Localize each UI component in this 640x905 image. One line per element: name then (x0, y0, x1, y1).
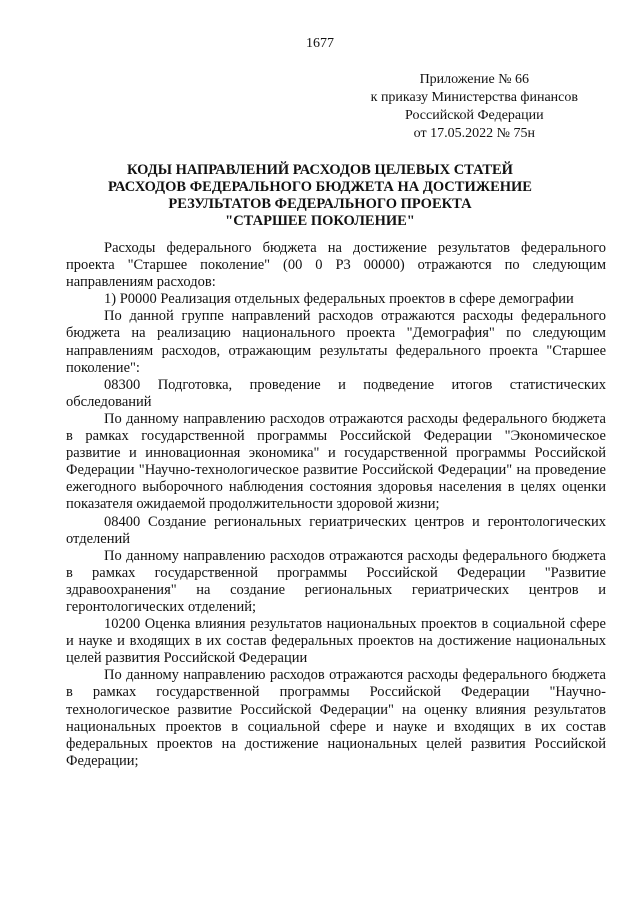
title-line: "СТАРШЕЕ ПОКОЛЕНИЕ" (225, 213, 415, 229)
document-title (70, 162, 570, 230)
appendix-line: от 17.05.2022 № 75н (413, 126, 535, 141)
body-paragraph: По данной группе направлений расходов отражаются расходы федерального бюджета на реализацию национального проекта "Демография" по следующим направлениям расходов, отражающим результаты федерального проекта "Старшее поколение": (66, 308, 606, 376)
intro-paragraph: Расходы федерального бюджета на достижение результатов федерального проекта "Старшее поколение" (00 0 Р3 00000) отражаются по следующим направлениям расходов: (66, 240, 606, 291)
appendix-line: Российской Федерации (405, 108, 544, 123)
title-line: РЕЗУЛЬТАТОВ ФЕДЕРАЛЬНОГО ПРОЕКТА (168, 196, 472, 212)
appendix-line: к приказу Министерства финансов (370, 90, 578, 105)
appendix-line: Приложение № 66 (419, 72, 530, 87)
title-line: КОДЫ НАПРАВЛЕНИЙ РАСХОДОВ ЦЕЛЕВЫХ СТАТЕЙ (127, 162, 513, 178)
body-paragraph: По данному направлению расходов отражаются расходы федерального бюджета в рамках государственной программы Российской Федерации "Научно-технологическое развитие Российской Федерации" на оценку влияния результатов национальных проектов в социальной сфере и науке и входящих в их состав федеральных проектов на достижение национальных целей развития Российской Федерации; (66, 667, 606, 769)
title-line: РАСХОДОВ ФЕДЕРАЛЬНОГО БЮДЖЕТА НА ДОСТИЖЕНИЕ (108, 179, 532, 195)
code-heading-10200: 10200 Оценка влияния результатов национальных проектов в социальной сфере и науке и входящих в их состав федеральных проектов на достижение национальных целей развития Российской Федерации (66, 616, 606, 667)
document-body (66, 240, 606, 770)
body-paragraph: По данному направлению расходов отражаются расходы федерального бюджета в рамках государственной программы Российской Федерации "Экономическое развитие и инновационная экономика" и государственной программы Российской Федерации "Научно-технологическое развитие Российской Федерации" на проведение ежегодного выборочного наблюдения состояния здоровья населения в целях оценки показателя ожидаемой продолжительности здоровой жизни; (66, 410, 606, 513)
appendix-header (371, 71, 578, 143)
section-heading: 1) Р0000 Реализация отдельных федеральных проектов в сфере демографии (104, 291, 574, 308)
body-paragraph: По данному направлению расходов отражаются расходы федерального бюджета в рамках государственной программы Российской Федерации "Развитие здравоохранения" на создание региональных гериатрических центров и геронтологических отделений; (66, 547, 606, 615)
code-heading-08300: 08300 Подготовка, проведение и подведение итогов статистических обследований (66, 376, 606, 410)
code-heading-08400: 08400 Создание региональных гериатрических центров и геронтологических отделений (66, 513, 606, 547)
page-number: 1677 (306, 36, 334, 51)
